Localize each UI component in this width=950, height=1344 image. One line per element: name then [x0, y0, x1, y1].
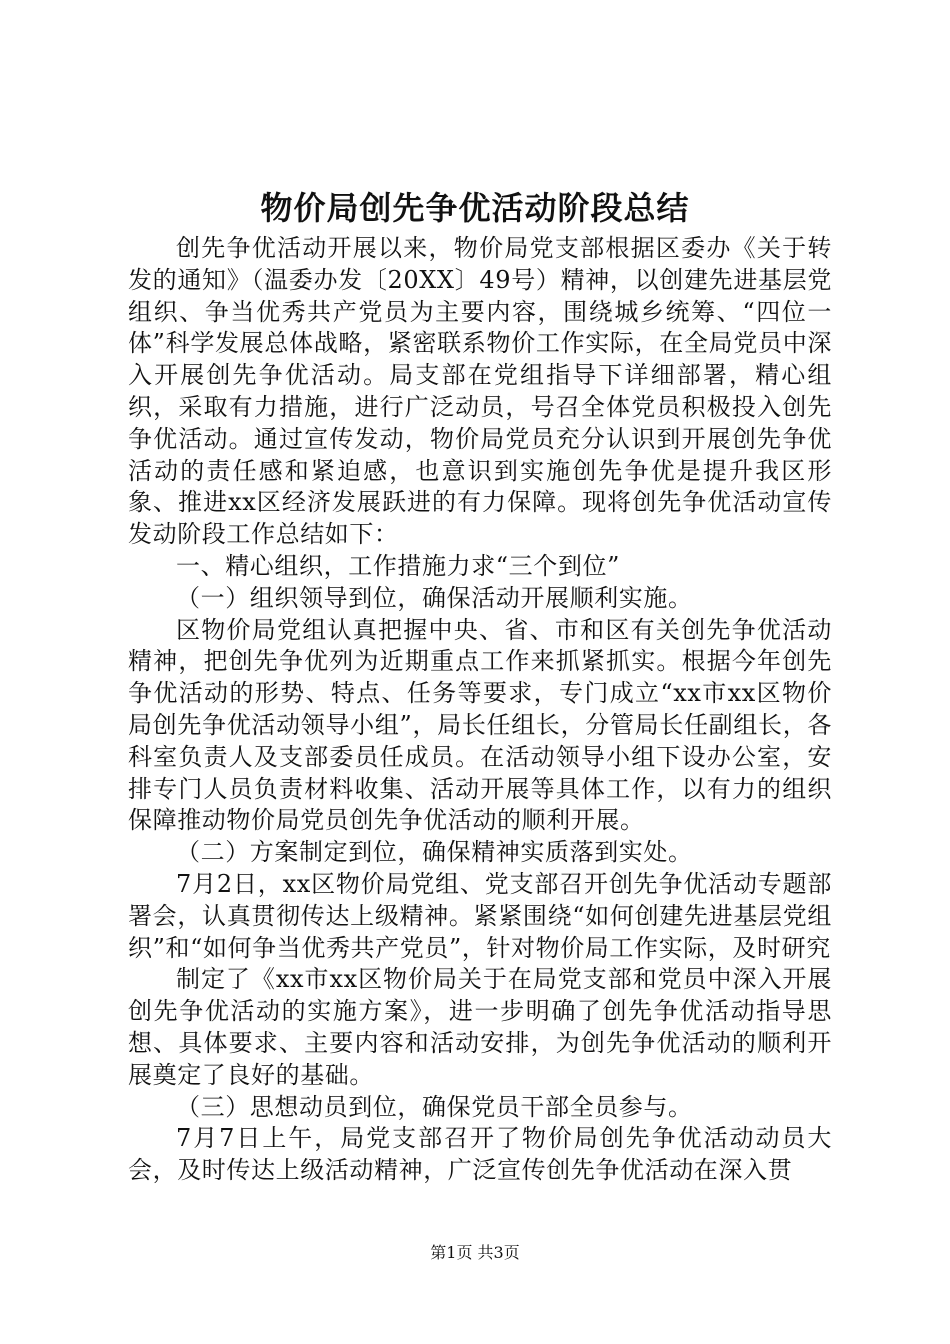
section-heading: 一、精心组织，工作措施力求“三个到位”: [176, 551, 620, 580]
subsection-heading: （一）组织领导到位，确保活动开展顺利实施。: [176, 583, 693, 612]
subsection-heading: （三）思想动员到位，确保党员干部全员参与。: [176, 1092, 693, 1121]
paragraph: 7月7日上午，局党支部召开了物价局创先争优活动动员大会，及时传达上级活动精神，广泛宣传创先争优活动在深入贯: [128, 1124, 832, 1185]
paragraph: 区物价局党组认真把握中央、省、市和区有关创先争优活动精神，把创先争优列为近期重点工作来抓紧抓实。根据今年创先争优活动的形势、特点、任务等要求，专门成立“xx市xx区物价局创先争优活动领导小组”，局长任组长，分管局长任副组长，各科室负责人及支部委员任成员。在活动领导小组下设办公室，安排专门人员负责材料收集、活动开展等具体工作，以有力的组织保障推动物价局党员创先争优活动的顺利开展。: [128, 615, 832, 835]
subsection-heading: （二）方案制定到位，确保精神实质落到实处。: [176, 838, 693, 867]
document-title: 物价局创先争优活动阶段总结: [260, 189, 690, 227]
paragraph: 制定了《xx市xx区物价局关于在局党支部和党员中深入开展创先争优活动的实施方案》，进一步明确了创先争优活动指导思想、具体要求、主要内容和活动安排，为创先争优活动的顺利开展奠定了良好的基础。: [128, 965, 832, 1089]
paragraph-intro: 创先争优活动开展以来，物价局党支部根据区委办《关于转发的通知》（温委办发〔20XX〕49号）精神，以创建先进基层党组织、争当优秀共产党员为主要内容，围绕城乡统筹、“四位一体”科学发展总体战略，紧密联系物价工作实际，在全局党员中深入开展创先争优活动。局支部在党组指导下详细部署，精心组织，采取有力措施，进行广泛动员，号召全体党员积极投入创先争优活动。通过宣传发动，物价局党员充分认识到开展创先争优活动的责任感和紧迫感，也意识到实施创先争优是提升我区形象、推进xx区经济发展跃进的有力保障。现将创先争优活动宣传发动阶段工作总结如下：: [128, 234, 832, 549]
page-number-footer: 第1页 共3页: [430, 1243, 520, 1262]
document-body: [128, 233, 832, 1187]
paragraph: 7月2日，xx区物价局党组、党支部召开创先争优活动专题部署会，认真贯彻传达上级精神。紧紧围绕“如何创建先进基层党组织”和“如何争当优秀共产党员”，针对物价局工作实际，及时研究: [128, 869, 832, 962]
